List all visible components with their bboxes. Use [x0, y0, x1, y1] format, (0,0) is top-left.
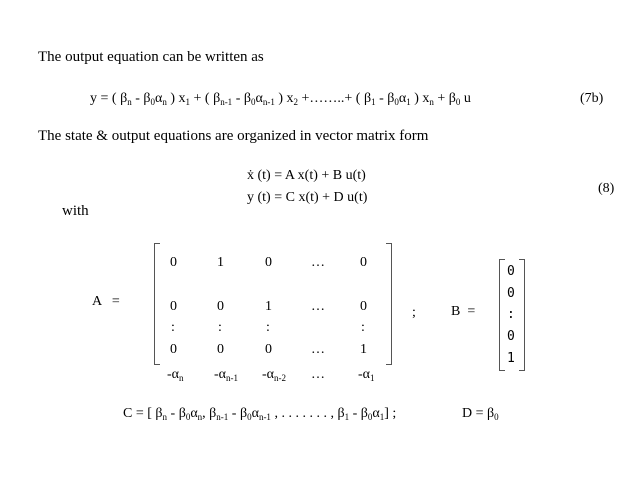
matrix-a-cell-alpha-n: $-\alpha_n$ [167, 367, 184, 383]
matrix-a-cell: 1 [217, 255, 224, 270]
matrix-a-cell-alpha-1: $-\alpha_1$ [358, 367, 375, 383]
matrix-a-cell: … [311, 299, 325, 314]
matrix-a-cell-alpha-n-2: $-\alpha_{n-2}$ [262, 367, 286, 383]
matrix-a-label: A = [92, 294, 120, 309]
matrix-a-cell: 0 [360, 299, 367, 314]
matrix-a-cell: 0 [217, 342, 224, 357]
matrix-a-cell: : [361, 320, 365, 335]
matrix-a-left-bracket [154, 243, 160, 365]
equation-tag-8: (8) [598, 181, 615, 196]
matrix-a-cell: : [171, 320, 175, 335]
matrix-a-cell: 0 [170, 255, 177, 270]
matrix-b-cell: 0 [507, 329, 515, 344]
matrix-a-cell: 0 [360, 255, 367, 270]
matrix-c-equation: C = [ $\beta_n - \beta_0\alpha_n$, $\beta_{n-1} - \beta_0\alpha_{n-1}$ , . . . . . . . , $\beta_1 - \beta_0\alpha_1$] ; [123, 406, 397, 422]
matrix-a-cell: 0 [265, 342, 272, 357]
matrix-b-right-bracket [519, 259, 525, 371]
matrix-a-cell: 1 [265, 299, 272, 314]
output-equation-7b: y = ( $\beta_n - \beta_0\alpha_n$ ) $x_1$ + ( $\beta_{n-1} - \beta_0\alpha_{n-1}$ ) $x_2$ +……..+ ( $\beta_1 - \beta_0\alpha_1$ ) $x_n + \beta_0$ u [90, 91, 471, 107]
matrix-a-cell: … [311, 255, 325, 270]
state-equation: ẋ (t) = A x(t) + B u(t) [247, 168, 366, 183]
matrix-b-left-bracket [499, 259, 505, 371]
matrix-b-label: B = [451, 304, 476, 319]
intro-state-text: The state & output equations are organized in vector matrix form [38, 128, 429, 144]
matrix-a-cell: 0 [217, 299, 224, 314]
matrix-a-cell: 0 [265, 255, 272, 270]
with-label: with [62, 203, 89, 219]
intro-output-text: The output equation can be written as [38, 49, 264, 65]
matrix-a-cell: … [311, 342, 325, 357]
matrix-a-right-bracket [386, 243, 392, 365]
matrix-a-cell-alpha-n-1: $-\alpha_{n-1}$ [214, 367, 238, 383]
matrix-a-cell: … [311, 367, 325, 382]
matrix-b-cell: 1 [507, 351, 515, 366]
matrix-b-cell: 0 [507, 286, 515, 301]
equation-tag-7b: (7b) [580, 91, 604, 106]
separator-semicolon: ; [412, 305, 416, 320]
matrix-d-equation: $D = \beta_0$ [462, 406, 499, 422]
output-equation: y (t) = C x(t) + D u(t) [247, 190, 368, 205]
matrix-a-cell: 1 [360, 342, 367, 357]
matrix-a-cell: : [266, 320, 270, 335]
matrix-a-cell: 0 [170, 299, 177, 314]
matrix-b-cell: 0 [507, 264, 515, 279]
matrix-a-cell: : [218, 320, 222, 335]
matrix-b-cell: : [507, 307, 515, 322]
matrix-a-cell: 0 [170, 342, 177, 357]
